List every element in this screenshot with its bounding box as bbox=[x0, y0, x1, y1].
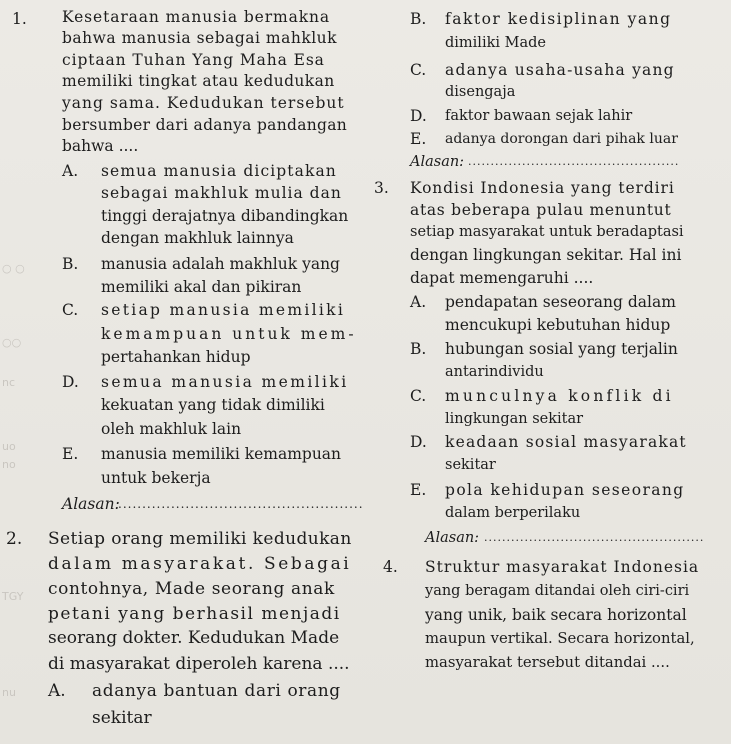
reason-blank-line[interactable]: ............................................... bbox=[468, 155, 680, 168]
option-letter: E. bbox=[410, 481, 427, 499]
question-number: 2. bbox=[6, 529, 23, 549]
option-letter: C. bbox=[410, 387, 427, 405]
bleed-mark: ○○ bbox=[2, 336, 22, 349]
question-stem-line: petani yang berhasil menjadi bbox=[48, 604, 341, 624]
question-stem-line: Setiap orang memiliki kedudukan bbox=[48, 529, 352, 549]
option-letter: B. bbox=[410, 340, 427, 358]
option-text: tinggi derajatnya dibandingkan bbox=[101, 207, 349, 225]
option-text: setiap manusia memiliki bbox=[101, 301, 346, 319]
option-text: sebagai makhluk mulia dan bbox=[101, 184, 342, 202]
option-letter: E. bbox=[410, 130, 427, 148]
reason-blank-line[interactable]: ................................................. bbox=[484, 531, 705, 544]
option-text: sekitar bbox=[92, 708, 152, 728]
question-stem-line: dapat memengaruhi .... bbox=[410, 269, 594, 287]
question-stem-line: dengan lingkungan sekitar. Hal ini bbox=[410, 246, 682, 264]
question-stem-line: di masyarakat diperoleh karena .... bbox=[48, 654, 350, 674]
option-text: munculnya konflik di bbox=[445, 387, 674, 405]
question-stem-line: contohnya, Made seorang anak bbox=[48, 579, 335, 599]
option-text: kekuatan yang tidak dimiliki bbox=[101, 396, 325, 414]
question-stem-line: bahwa manusia sebagai mahkluk bbox=[62, 29, 338, 47]
bleed-mark: uo bbox=[2, 440, 16, 453]
bleed-mark: TGY bbox=[2, 590, 24, 603]
question-stem-line: setiap masyarakat untuk beradaptasi bbox=[410, 224, 684, 240]
reason-label: Alasan: bbox=[62, 495, 120, 513]
question-stem-line: bahwa .... bbox=[62, 137, 139, 155]
option-letter: E. bbox=[62, 445, 79, 463]
option-text: antarindividu bbox=[445, 364, 544, 380]
question-number: 4. bbox=[383, 558, 398, 576]
option-text: adanya dorongan dari pihak luar bbox=[445, 131, 678, 147]
option-text: disengaja bbox=[445, 84, 516, 100]
reason-blank-line[interactable]: ................................................... bbox=[118, 497, 364, 511]
option-text: semua manusia diciptakan bbox=[101, 162, 337, 180]
option-text: memiliki akal dan pikiran bbox=[101, 278, 302, 296]
question-stem-line: memiliki tingkat atau kedudukan bbox=[62, 72, 335, 90]
option-letter: D. bbox=[410, 433, 427, 451]
option-text: adanya usaha-usaha yang bbox=[445, 61, 675, 79]
bleed-mark: nu bbox=[2, 686, 16, 699]
reason-label: Alasan: bbox=[425, 530, 480, 546]
option-text: semua manusia memiliki bbox=[101, 373, 349, 391]
option-text: keadaan sosial masyarakat bbox=[445, 433, 687, 451]
option-text: pertahankan hidup bbox=[101, 348, 251, 366]
option-letter: A. bbox=[48, 681, 66, 701]
question-stem-line: masyarakat tersebut ditandai .... bbox=[425, 654, 670, 671]
option-text: faktor kedisiplinan yang bbox=[445, 10, 672, 28]
option-letter: C. bbox=[62, 301, 79, 319]
question-stem-line: ciptaan Tuhan Yang Maha Esa bbox=[62, 51, 325, 69]
option-text: pendapatan seseorang dalam bbox=[445, 293, 676, 311]
option-text: dalam berperilaku bbox=[445, 505, 581, 521]
bleed-mark: nc bbox=[2, 376, 16, 389]
option-text: dengan makhluk lainnya bbox=[101, 229, 294, 247]
option-text: untuk bekerja bbox=[101, 469, 211, 487]
option-letter: B. bbox=[410, 10, 427, 28]
option-letter: C. bbox=[410, 61, 427, 79]
question-stem-line: seorang dokter. Kedudukan Made bbox=[48, 628, 340, 648]
option-text: manusia memiliki kemampuan bbox=[101, 445, 342, 463]
option-letter: A. bbox=[410, 293, 427, 311]
bleed-mark: ○ ○ bbox=[2, 262, 25, 275]
question-stem-line: bersumber dari adanya pandangan bbox=[62, 116, 348, 134]
bleed-mark: no bbox=[2, 458, 16, 471]
option-text: kemampuan untuk mem- bbox=[101, 325, 357, 343]
question-stem-line: maupun vertikal. Secara horizontal, bbox=[425, 630, 695, 647]
option-text: hubungan sosial yang terjalin bbox=[445, 340, 678, 358]
question-stem-line: yang unik, baik secara horizontal bbox=[425, 606, 687, 624]
question-stem-line: atas beberapa pulau menuntut bbox=[410, 201, 672, 219]
option-text: manusia adalah makhluk yang bbox=[101, 255, 340, 273]
option-text: sekitar bbox=[445, 457, 496, 473]
option-letter: D. bbox=[62, 373, 79, 391]
question-stem-line: Kondisi Indonesia yang terdiri bbox=[410, 179, 675, 197]
option-letter: D. bbox=[410, 107, 427, 125]
option-text: pola kehidupan seseorang bbox=[445, 481, 685, 499]
question-stem-line: dalam masyarakat. Sebagai bbox=[48, 554, 352, 574]
question-stem-line: Kesetaraan manusia bermakna bbox=[62, 8, 331, 26]
option-letter: B. bbox=[62, 255, 79, 273]
option-text: faktor bawaan sejak lahir bbox=[445, 108, 633, 124]
option-letter: A. bbox=[62, 162, 79, 180]
option-text: mencukupi kebutuhan hidup bbox=[445, 316, 671, 334]
option-text: dimiliki Made bbox=[445, 35, 546, 51]
question-stem-line: yang beragam ditandai oleh ciri-ciri bbox=[425, 583, 690, 599]
option-text: oleh makhluk lain bbox=[101, 420, 242, 438]
question-stem-line: Struktur masyarakat Indonesia bbox=[425, 558, 700, 576]
question-number: 1. bbox=[12, 10, 27, 28]
question-number: 3. bbox=[374, 179, 389, 197]
reason-label: Alasan: bbox=[410, 154, 465, 170]
option-text: adanya bantuan dari orang bbox=[92, 681, 341, 701]
option-text: lingkungan sekitar bbox=[445, 411, 584, 427]
question-stem-line: yang sama. Kedudukan tersebut bbox=[62, 94, 345, 112]
